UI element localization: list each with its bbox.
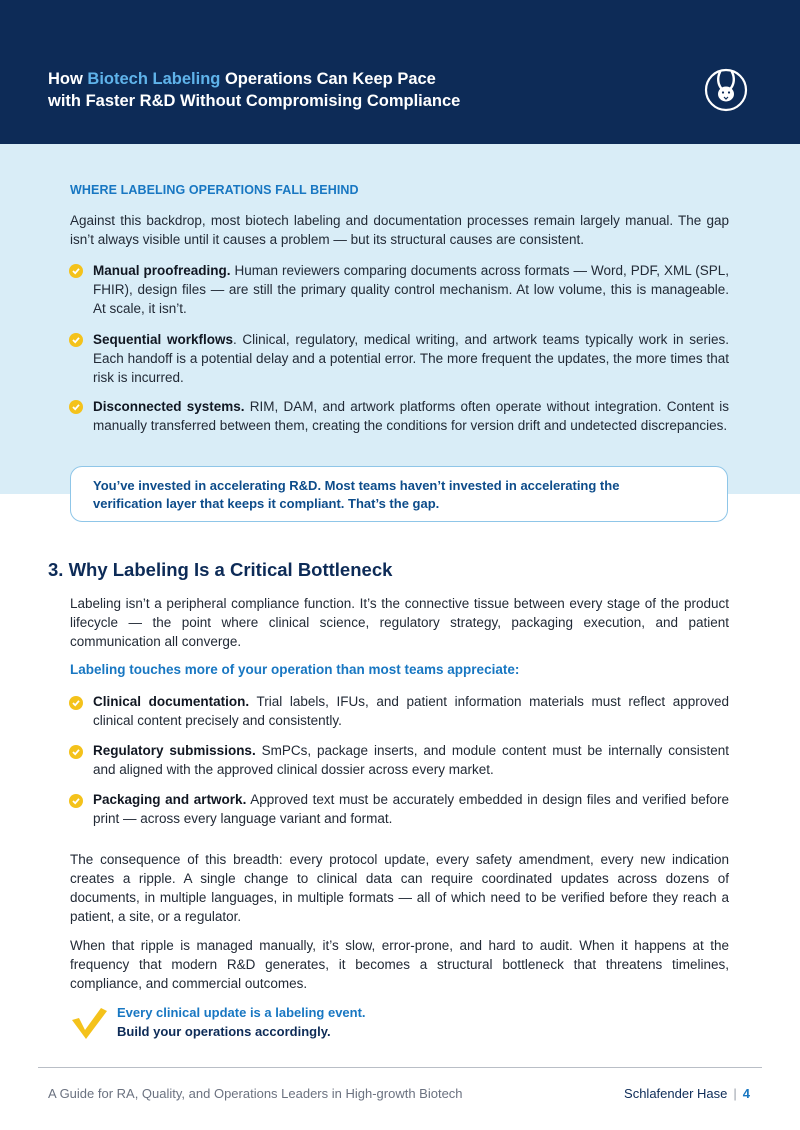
list-item-text: . Clinical, regulatory, medical writing, and artwork teams typically work in series. Each handoff is a potential delay and a potential error. The more frequent the updates, the more times that risk is incurred. <box>93 332 729 385</box>
list-item-title: Clinical documentation. <box>93 694 250 709</box>
page-number: 4 <box>742 1086 750 1101</box>
section1-intro: Against this backdrop, most biotech labeling and documentation processes remain largely manual. The gap isn’t always visible until it causes a problem — but its structural causes are consistent. <box>70 213 729 247</box>
list-item-text: Approved text must be accurately embedded in design files and verified before print — across every language variant and format. <box>93 792 729 826</box>
header-title <box>48 68 648 112</box>
list-item-text: Trial labels, IFUs, and patient information materials must reflect approved clinical content precisely and consistently. <box>93 694 730 728</box>
list-item-text: SmPCs, package inserts, and module content must be internally consistent and aligned with the approved clinical dossier across every market. <box>93 743 729 777</box>
closing-callout-line1: Every clinical update is a labeling event. <box>117 1005 366 1020</box>
list-item-title: Packaging and artwork. <box>93 792 247 807</box>
section-heading: 3. Why Labeling Is a Critical Bottleneck <box>48 559 393 580</box>
footer-separator: | <box>733 1086 737 1101</box>
list-item-title: Disconnected systems. <box>93 399 245 414</box>
check-icon <box>69 696 83 710</box>
large-checkmark-icon <box>70 1006 108 1040</box>
list-item <box>93 261 729 318</box>
list-item-text: RIM, DAM, and artwork platforms often operate without integration. Content is manually transferred between them, creating the conditions for version drift and undetected discrepancies. <box>93 399 730 433</box>
section2-paragraph: When that ripple is managed manually, it’s slow, error-prone, and hard to audit. When it happens at the frequency that modern R&D generates, it becomes a structural bottleneck that threatens timelines, compliance, and commercial outcomes. <box>70 938 729 991</box>
title-prefix: How <box>48 70 88 88</box>
check-icon <box>69 794 83 808</box>
section2-paragraph: The consequence of this breadth: every protocol update, every safety amendment, every new indication creates a ripple. A single change to clinical data can require coordinated updates across dozens of documents, in multiple languages, in multiple formats — all of which need to be verified before they reach a patient, a site, or a regulator. <box>70 852 729 924</box>
brand-name: Schlafender Hase <box>624 1086 728 1101</box>
title-line1-rest: Operations Can Keep Pace <box>220 70 436 88</box>
title-accent: Biotech Labeling <box>87 70 221 88</box>
closing-callout-line2: Build your operations accordingly. <box>117 1024 331 1039</box>
callout-text: You’ve invested in accelerating R&D. Most teams haven’t invested in accelerating the verification layer that keeps it compliant. That’s the gap. <box>93 478 620 511</box>
footer-divider <box>38 1067 762 1068</box>
list-item-title: Manual proofreading. <box>93 263 231 278</box>
section-label: WHERE LABELING OPERATIONS FALL BEHIND <box>70 183 359 197</box>
list-item-text: Human reviewers comparing documents across formats — Word, PDF, XML (SPL, FHIR), design files — are still the primary quality control mechanism. At low volume, this is manageable. At scale, it isn’t. <box>93 263 729 316</box>
list-item-title: Sequential workflows <box>93 332 233 347</box>
sub-label: Labeling touches more of your operation than most teams appreciate: <box>70 662 520 677</box>
list-item-title: Regulatory submissions. <box>93 743 256 758</box>
list-item <box>93 330 729 387</box>
footer-brand <box>624 1086 750 1101</box>
callout-box <box>70 466 728 522</box>
list-item <box>93 692 729 730</box>
check-icon <box>69 264 83 278</box>
footer-guide-title: A Guide for RA, Quality, and Operations Leaders in High-growth Biotech <box>48 1086 463 1101</box>
check-icon <box>69 745 83 759</box>
page-header <box>0 0 800 144</box>
title-line2: with Faster R&D Without Compromising Compliance <box>48 92 461 110</box>
list-item <box>93 741 729 779</box>
check-icon <box>69 333 83 347</box>
list-item <box>93 790 729 828</box>
list-item <box>93 397 729 435</box>
check-icon <box>69 400 83 414</box>
closing-callout <box>117 1003 517 1041</box>
section2-intro: Labeling isn’t a peripheral compliance function. It’s the connective tissue between every stage of the product lifecycle — the point where clinical science, regulatory strategy, packaging execution, and patient communication all converge. <box>70 596 729 649</box>
rabbit-logo-icon <box>702 64 750 112</box>
